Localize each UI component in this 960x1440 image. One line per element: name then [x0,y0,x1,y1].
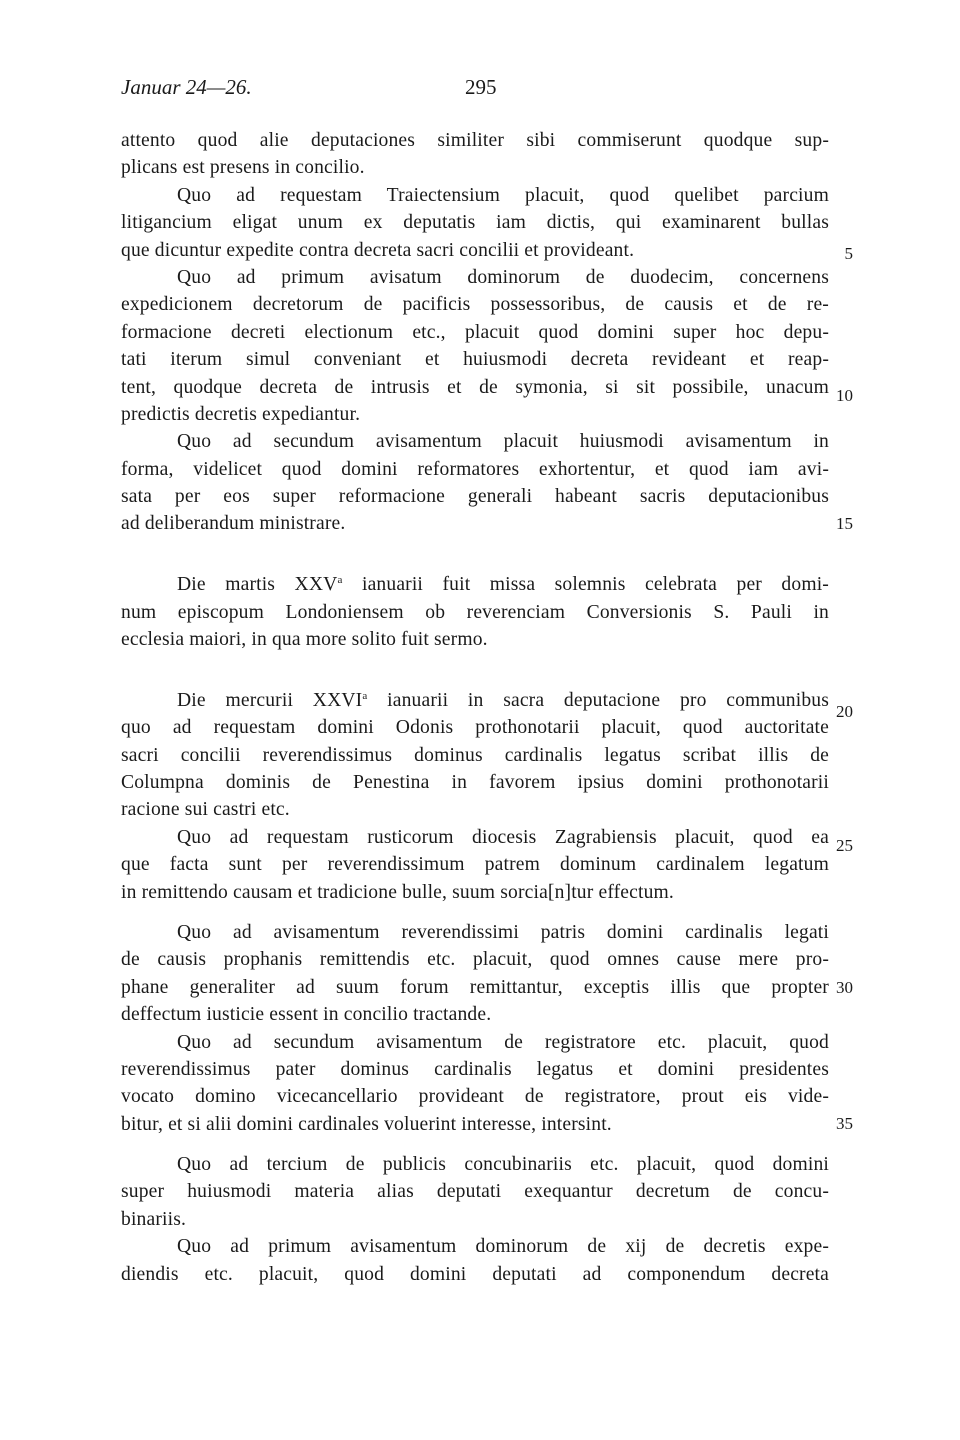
text-line: Die martis XXV$^a$ ianuarii fuit missa solemnis celebrata per domi- [177,574,829,596]
body-text [121,127,829,1288]
paragraph [121,687,829,824]
text-line: expedicionem decretorum de pacificis possessoribus, de causis et de re- [121,294,829,316]
text-line: de causis prophanis remittendis etc. placuit, quod omnes cause mere pro- [121,949,829,971]
text-line: Quo ad primum avisamentum dominorum de xij de decretis expe- [177,1236,829,1258]
text-line: predictis decretis expediantur. [121,403,361,425]
text-line: forma, videlicet quod domini reformatores exhortentur, et quod iam avi- [121,458,829,480]
text-line: attento quod alie deputaciones similiter sibi commiserunt quodque sup- [121,130,829,151]
text-line: formacione decreti electionum etc., placuit quod domini super hoc depu- [121,321,829,343]
text-line: Quo ad secundum avisamentum placuit huiusmodi avisamentum in [177,431,829,453]
text-line: Quo ad requestam Traiectensium placuit, quod quelibet parcium [177,184,829,206]
paragraph [121,919,829,1029]
text-line: deffectum iusticie essent in concilio tractande. [121,1004,492,1026]
text-line: Die mercurii XXVI$^a$ ianuarii in sacra deputacione pro communibus [177,689,829,711]
text-line: litigancium eligat unum ex deputatis iam dictis, qui examinarent bullas [121,212,829,234]
superscript: a [362,689,368,702]
margin-line-number: 5 [844,244,853,263]
text-line: in remittendo causam et tradicione bulle, suum sorcia[n]tur effectum. [121,881,674,903]
text-line: Quo ad avisamentum reverendissimi patris domini cardinalis legati [177,921,829,943]
text-line: vocato domino vicecancellario provideant de registratore, prout eis vide- [121,1086,829,1108]
text-line: Quo ad tercium de publicis concubinariis etc. placuit, quod domini [177,1154,829,1176]
text-line: ad deliberandum ministrare. [121,513,346,535]
text-line: racione sui castri etc. [121,799,290,821]
section-gap [121,653,829,680]
margin-line-number: 25 [836,836,853,855]
paragraph [121,1029,829,1139]
text-line: super huiusmodi materia alias deputati exequantur decretum de concu- [121,1181,829,1203]
text-line: phane generaliter ad suum forum remittantur, exceptis illis que propter [121,976,829,998]
margin-line-number: 10 [836,386,853,405]
text-line: sata per eos super reformacione generali habeant sacris deputacionibus [121,486,829,508]
paragraph [121,1151,829,1233]
section-gap [121,538,829,565]
paragraph [121,824,829,906]
text-line: que facta sunt per reverendissimum patrem dominum cardinalem legatum [121,854,829,876]
text-line: diendis etc. placuit, quod domini deputati ad componendum decreta [121,1263,829,1285]
paragraph [121,127,829,182]
text-line: que dicuntur expedite contra decreta sacri concilii et provideant. [121,239,635,261]
superscript: a [337,574,343,587]
text-line: tati iterum simul conveniant et huiusmodi decreta revideant et reap- [121,349,829,371]
text-line: binariis. [121,1208,187,1230]
margin-line-number: 15 [836,514,853,533]
text-line: quo ad requestam domini Odonis prothonotarii placuit, quod auctoritate [121,717,829,739]
text-line: plicans est presens in concilio. [121,157,365,179]
text-line: sacri concilii reverendissimus dominus cardinalis legatus scribat illis de [121,744,829,766]
text-line: num episcopum Londoniensem ob reverenciam Conversionis S. Pauli in [121,601,829,623]
margin-line-number: 30 [836,978,853,997]
section-gap [121,906,829,919]
running-title: Januar 24—26. [121,75,252,99]
text-line: Columpna dominis de Penestina in favorem ipsius domini prothonotarii [121,771,829,793]
text-line: reverendissimus pater dominus cardinalis legatus et domini presidentes [121,1058,829,1080]
page-number: 295 [465,75,497,99]
paragraph [121,264,829,428]
text-line: Quo ad secundum avisamentum de registratore etc. placuit, quod [177,1031,829,1053]
paragraph [121,428,829,538]
text-line: ecclesia maiori, in qua more solito fuit sermo. [121,629,488,651]
section-gap [121,1138,829,1151]
margin-line-number: 20 [836,702,853,721]
paragraph [121,182,829,264]
text-line: Quo ad primum avisatum dominorum de duodecim, concernens [177,266,829,288]
paragraph [121,1233,829,1288]
margin-line-number: 35 [836,1114,853,1133]
text-line: Quo ad requestam rusticorum diocesis Zagrabiensis placuit, quod ea [177,826,829,848]
paragraph [121,571,829,653]
text-line: bitur, et si alii domini cardinales voluerint interesse, intersint. [121,1113,612,1135]
text-line: tent, quodque decreta de intrusis et de symonia, si sit possibile, unacum [121,376,829,398]
